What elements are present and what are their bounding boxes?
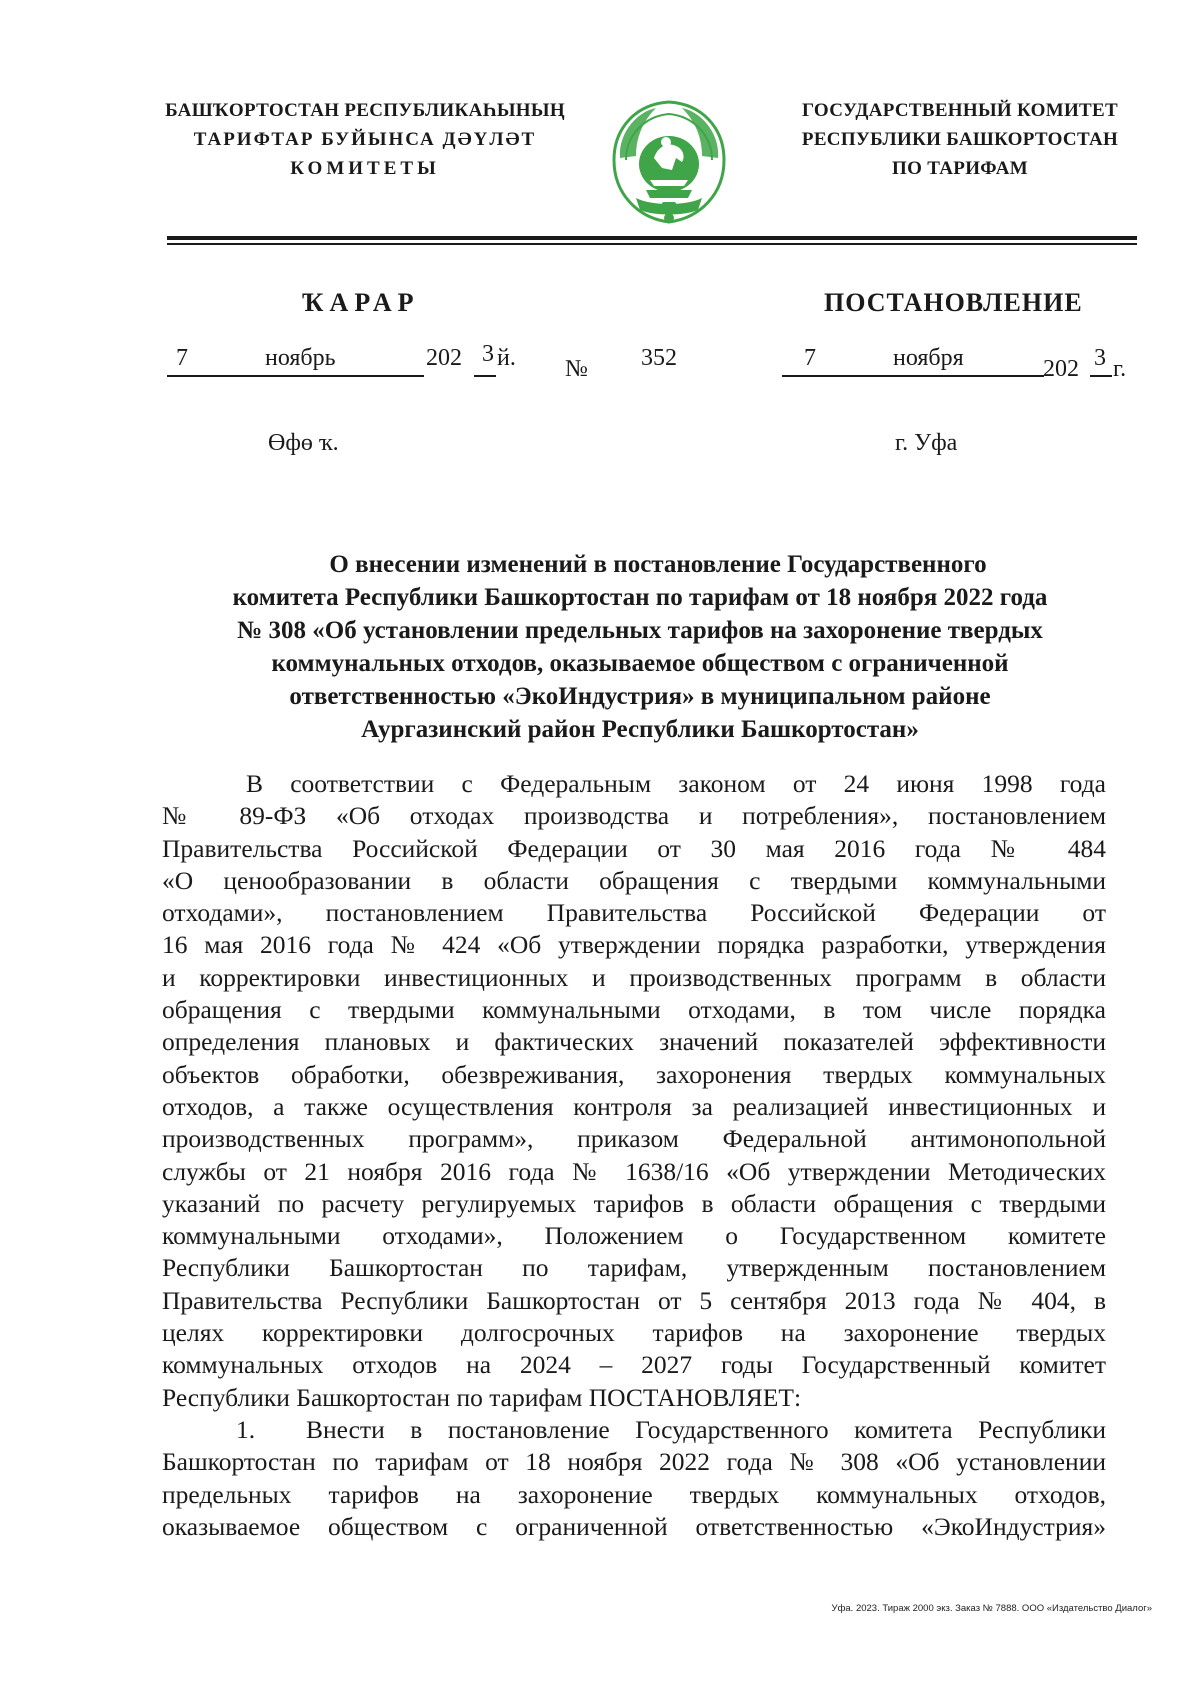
date-left-year-digit: 3 xyxy=(482,341,494,367)
header-rule-thick xyxy=(167,236,1137,240)
body-line: отходов, а также осуществления контроля за реализацией инвестиционных и xyxy=(162,1091,1106,1121)
date-right-suffix: г. xyxy=(1113,356,1127,382)
number-sign: № xyxy=(565,356,588,382)
title-line: О внесении изменений в постановление Государственного xyxy=(329,551,987,578)
header-rule-thin xyxy=(167,243,1137,245)
body-line: предельных тарифов на захоронение твердых коммунальных отходов, xyxy=(162,1479,1106,1509)
date-left-suffix: й. xyxy=(497,345,516,371)
body-line: и корректировки инвестиционных и производственных программ в области xyxy=(162,962,1106,992)
document-body xyxy=(162,768,1106,1543)
header-left-line-2: ТАРИФТАР БУЙЫНСА ДӘҮЛӘТ xyxy=(193,129,537,150)
body-line: Башкортостан по тарифам от 18 ноября 2022 года № 308 «Об установлении xyxy=(162,1447,1106,1477)
title-line: комитета Республики Башкортостан по тарифам от 18 ноября 2022 года xyxy=(232,584,1048,611)
body-line: указаний по расчету регулируемых тарифов в области обращения с твердыми xyxy=(162,1188,1106,1218)
item-1-first-line xyxy=(162,1414,1106,1446)
body-line: оказываемое обществом с ограниченной ответственностью «ЭкоИндустрия» xyxy=(162,1511,1106,1541)
header-left-line-3: КОМИТЕТЫ xyxy=(290,158,440,179)
date-right-day: 7 xyxy=(804,345,816,371)
header-right-russian xyxy=(780,96,1140,183)
header-right-line-2: РЕСПУБЛИКИ БАШКОРТОСТАН xyxy=(801,129,1119,150)
title-line: Аургазинский район Республики Башкортостан» xyxy=(361,716,919,743)
date-right-year-prefix: 202 xyxy=(1043,356,1079,382)
body-line: объектов обработки, обезвреживания, захоронения твердых коммунальных xyxy=(162,1059,1106,1089)
body-line: Республики Башкортостан по тарифам ПОСТАНОВЛЯЕТ: xyxy=(162,1382,802,1412)
body-line: Республики Башкортостан по тарифам, утвержденным постановлением xyxy=(162,1253,1106,1283)
body-line: отходами», постановлением Правительства Российской Федерации от xyxy=(162,898,1106,928)
body-line: коммунальными отходами», Положением о Государственном комитете xyxy=(162,1221,1106,1251)
header-left-bashkir xyxy=(150,96,580,183)
title-line: коммунальных отходов, оказываемое обществом с ограниченной xyxy=(271,650,1009,677)
body-line: Правительства Республики Башкортостан от 5 сентября 2013 года № 404, в xyxy=(162,1285,1106,1315)
date-right-underline xyxy=(782,375,1044,377)
body-line: обращения с твердыми коммунальными отходами, в том числе порядка xyxy=(162,995,1106,1025)
item-number: 1. xyxy=(236,1414,256,1444)
body-line: «О ценообразовании в области обращения с твердыми коммунальными xyxy=(162,865,1106,895)
body-line: коммунальных отходов на 2024 – 2027 годы Государственный комитет xyxy=(162,1350,1106,1380)
body-line: Правительства Российской Федерации от 30 мая 2016 года № 484 xyxy=(162,833,1106,863)
date-right-year-digit: 3 xyxy=(1094,345,1106,371)
document-title xyxy=(150,548,1130,746)
body-line: 16 мая 2016 года № 424 «Об утверждении порядка разработки, утверждения xyxy=(162,930,1106,960)
place-bashkir: Өфө ҡ. xyxy=(268,430,339,456)
doc-type-russian: ПОСТАНОВЛЕНИЕ xyxy=(824,288,1083,317)
header-right-line-3: ПО ТАРИФАМ xyxy=(892,158,1028,179)
place-russian: г. Уфа xyxy=(895,430,958,456)
date-left-month: ноябрь xyxy=(265,345,336,371)
title-line: № 308 «Об установлении предельных тарифов на захоронение твердых xyxy=(237,617,1043,644)
body-line: В соответствии с Федеральным законом от 24 июня 1998 года xyxy=(246,769,1106,798)
body-line: производственных программ», приказом Федеральной антимонопольной xyxy=(162,1124,1106,1154)
date-right-month: ноября xyxy=(893,345,964,371)
body-line: целях корректировки долгосрочных тарифов на захоронение твердых xyxy=(162,1318,1106,1348)
number-value: 352 xyxy=(641,345,677,371)
header-right-line-1: ГОСУДАРСТВЕННЫЙ КОМИТЕТ xyxy=(802,100,1118,121)
date-left-day: 7 xyxy=(176,345,188,371)
date-left-year-underline xyxy=(474,375,496,377)
bashkortostan-coat-of-arms-icon xyxy=(606,98,732,226)
date-left-underline xyxy=(167,375,424,377)
date-left-year-prefix: 202 xyxy=(426,345,462,371)
body-line: Внести в постановление Государственного комитета Республики xyxy=(306,1414,1106,1444)
print-footer: Уфа. 2023. Тираж 2000 экз. Заказ № 7888. ООО «Издательство Диалог» xyxy=(831,1603,1152,1614)
body-line: службы от 21 ноября 2016 года № 1638/16 «Об утверждении Методических xyxy=(162,1156,1106,1186)
doc-type-bashkir: ҠАРАР xyxy=(302,288,420,317)
body-line: определения плановых и фактических значений показателей эффективности xyxy=(162,1027,1106,1057)
title-line: ответственностью «ЭкоИндустрия» в муниципальном районе xyxy=(289,683,991,710)
body-line: № 89-ФЗ «Об отходах производства и потребления», постановлением xyxy=(162,801,1106,831)
date-right-year-underline xyxy=(1090,375,1112,377)
header-left-line-1: БАШҠОРТОСТАН РЕСПУБЛИКАҺЫНЫҢ xyxy=(165,100,565,121)
